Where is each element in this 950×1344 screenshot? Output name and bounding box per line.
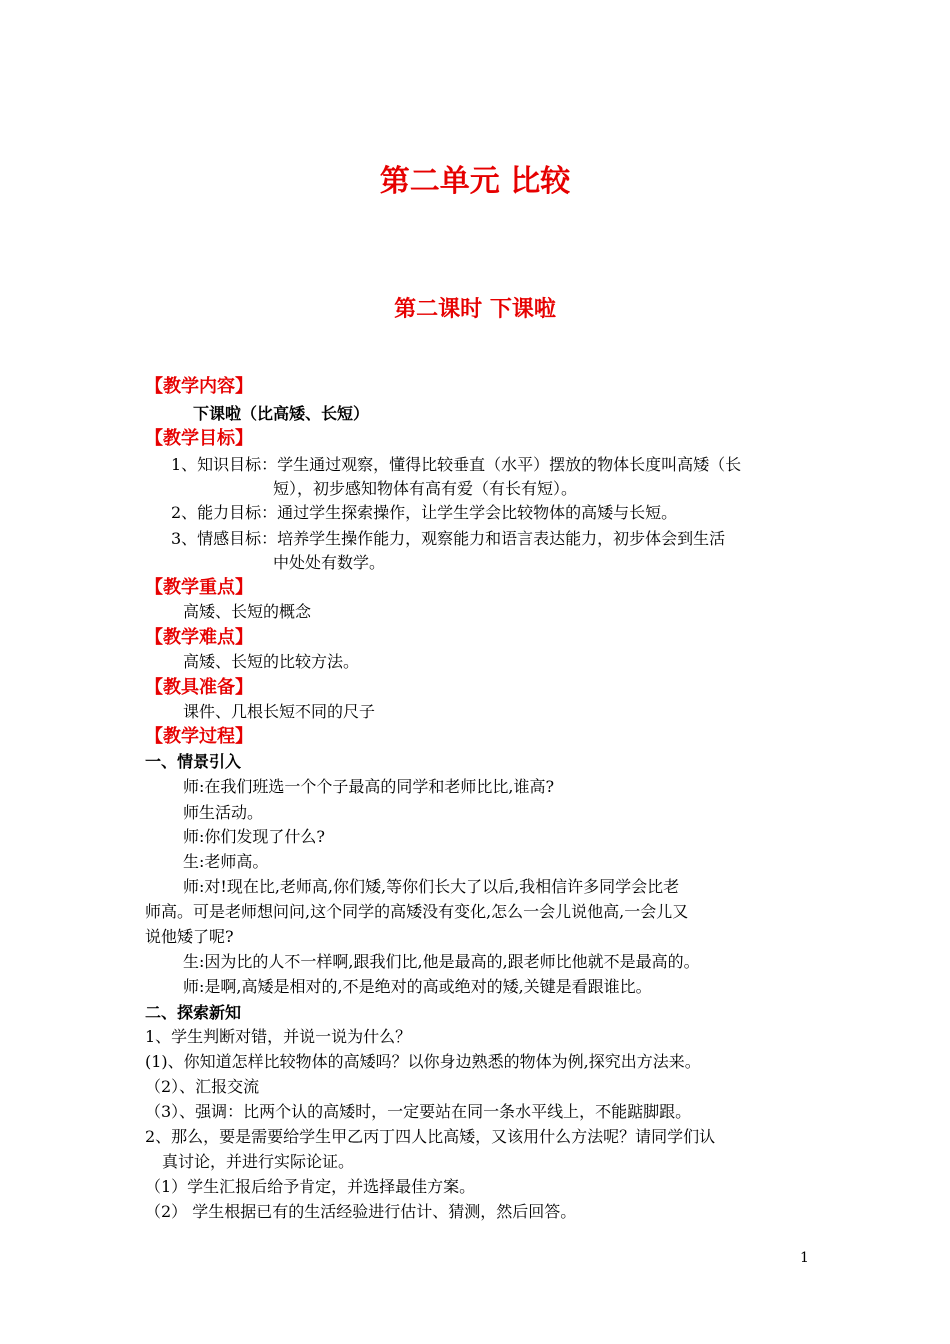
part-1-line: 师:你们发现了什么? [183,827,325,846]
difficulty-text: 高矮、长短的比较方法。 [183,652,360,671]
tools-text: 课件、几根长短不同的尺子 [183,702,376,721]
part-1-heading: 一、情景引入 [145,752,242,771]
section-goals: 【教学目标】 [145,428,253,449]
goal-3-line-1: 3、情感目标：培养学生操作能力，观察能力和语言表达能力，初步体会到生活 [171,529,726,548]
part-1-line: 师高。可是老师想问问,这个同学的高矮没有变化,怎么一会儿说他高,一会儿又 [145,902,689,921]
part-2-line: 1、学生判断对错，并说一说为什么？ [145,1027,412,1046]
section-tools: 【教具准备】 [145,677,253,698]
section-content: 【教学内容】 [145,376,253,397]
part-2-line: （2） 学生根据已有的生活经验进行估计、猜测，然后回答。 [145,1202,577,1221]
goal-1-line-1: 1、知识目标：学生通过观察，懂得比较垂直（水平）摆放的物体长度叫高矮（长 [171,455,742,474]
part-2-line: (1)、你知道怎样比较物体的高矮吗？以你身边熟悉的物体为例,探究出方法来。 [145,1052,701,1071]
part-2-line: （2）、汇报交流 [145,1077,260,1096]
goal-2: 2、能力目标：通过学生探索操作，让学生学会比较物体的高矮与长短。 [171,503,678,522]
part-1-line: 师生活动。 [183,803,264,822]
part-1-line: 说他矮了呢? [145,927,234,946]
focus-text: 高矮、长短的概念 [183,602,312,621]
part-2-heading: 二、探索新知 [145,1003,242,1022]
part-1-line: 师:对!现在比,老师高,你们矮,等你们长大了以后,我相信许多同学会比老 [183,877,680,896]
part-2-line: （3）、强调：比两个认的高矮时，一定要站在同一条水平线上，不能踮脚跟。 [145,1102,692,1121]
part-2-line: 真讨论，并进行实际论证。 [162,1152,355,1171]
goal-3-line-2: 中处处有数学。 [273,553,386,572]
page-title: 第二单元 比较 [379,164,571,199]
lesson-subtitle: 第二课时 下课啦 [394,297,556,322]
section-focus: 【教学重点】 [145,577,253,598]
part-1-line: 生:因为比的人不一样啊,跟我们比,他是最高的,跟老师比他就不是最高的。 [183,952,700,971]
section-difficulty: 【教学难点】 [145,627,253,648]
part-2-line: 2、那么，要是需要给学生甲乙丙丁四人比高矮，又该用什么方法呢？请同学们认 [145,1127,716,1146]
part-1-line: 生:老师高。 [183,852,269,871]
section-process: 【教学过程】 [145,726,253,747]
part-1-line: 师:是啊,高矮是相对的,不是绝对的高或绝对的矮,关键是看跟谁比。 [183,977,652,996]
part-1-line: 师:在我们班选一个个子最高的同学和老师比比,谁高? [183,777,555,796]
page-number: 1 [800,1250,809,1266]
content-text: 下课啦（比高矮、长短） [193,404,370,423]
goal-1-line-2: 短），初步感知物体有高有爱（有长有短）。 [273,479,578,498]
part-2-line: （1）学生汇报后给予肯定，并选择最佳方案。 [145,1177,476,1196]
